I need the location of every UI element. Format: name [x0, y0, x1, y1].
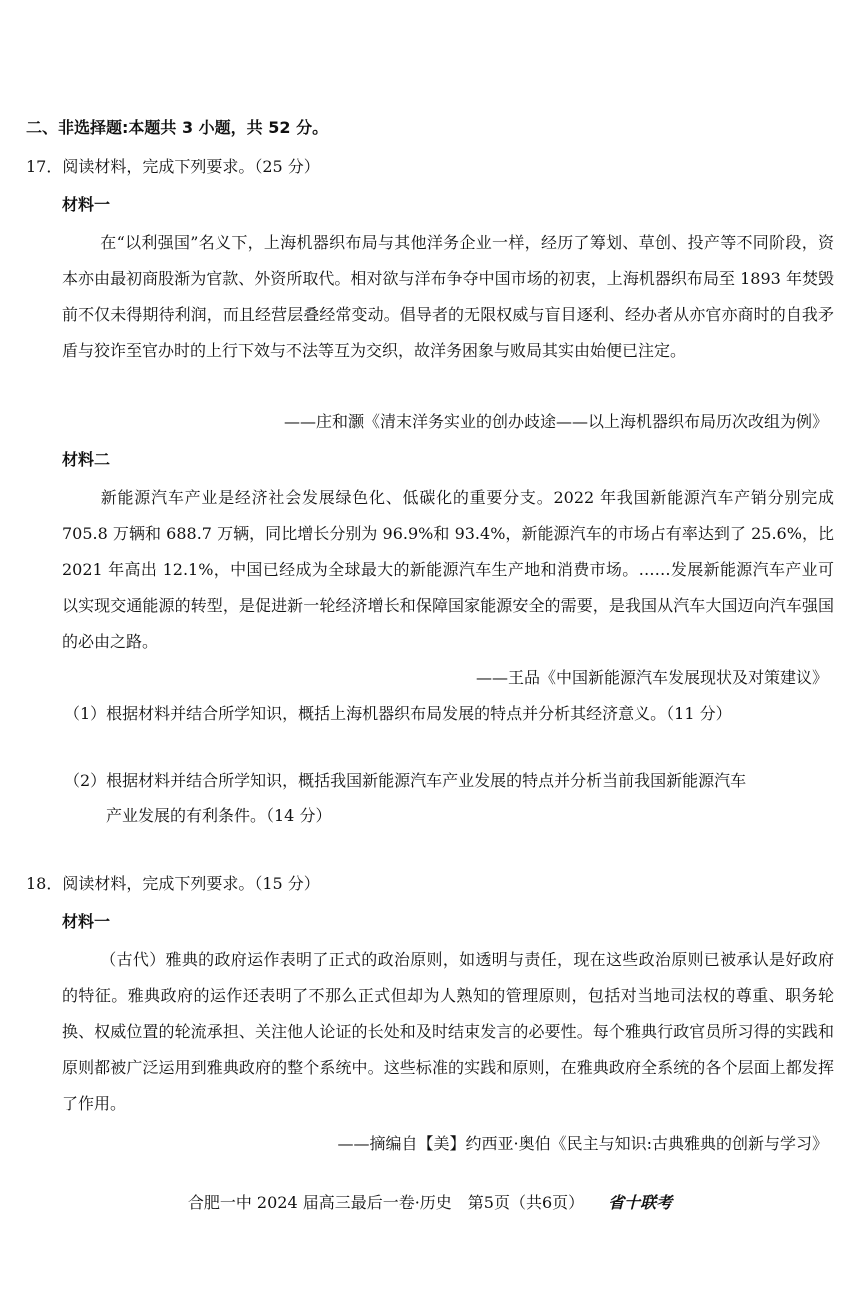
- q18-stem: 18．阅读材料，完成下列要求。（15 分）: [26, 874, 320, 893]
- footer-text: 合肥一中 2024 届高三最后一卷·历史 第5页（共6页）: [187, 1193, 585, 1212]
- q18-material1-body: （古代）雅典的政府运作表明了正式的政治原则，如透明与责任，现在这些政治原则已被承认是好政府的特征。雅典政府的运作还表明了不那么正式但却为人熟知的管理原则，包括对当地司法权的尊重、职务轮换、权威位置的轮流承担、关注他人论证的长处和及时结束发言的必要性。每个雅典行政官员所习得的实践和原则都被广泛运用到雅典政府的整个系统中。这些标准的实践和原则，在雅典政府全系统的各个层面上都发挥了作用。: [62, 950, 834, 1113]
- q17-material1-label: 材料一: [62, 195, 111, 214]
- q17-sub2-line1: （2）根据材料并结合所学知识，概括我国新能源汽车产业发展的特点并分析当前我国新能源汽车: [64, 771, 747, 790]
- q17-material2-text: [62, 480, 834, 660]
- q17-material2-label: 材料二: [62, 450, 111, 469]
- q17-stem: 17．阅读材料，完成下列要求。（25 分）: [26, 157, 320, 176]
- q18-material1-label: 材料一: [62, 912, 111, 931]
- q17-material2-body: 新能源汽车产业是经济社会发展绿色化、低碳化的重要分支。2022 年我国新能源汽车产销分别完成 705.8 万辆和 688.7 万辆，同比增长分别为 96.9%和 93.4%，新能源汽车的市场占有率达到了 25.6%，比 2021 年高出 12.1%，中国已经成为全球最大的新能源汽车生产地和消费市场。……发展新能源汽车产业可以实现交通能源的转型，是促进新一轮经济增长和保障国家能源安全的需要，是我国从汽车大国迈向汽车强国的必由之路。: [62, 488, 834, 651]
- q17-sub1: （1）根据材料并结合所学知识，概括上海机器织布局发展的特点并分析其经济意义。（11 分）: [64, 704, 732, 723]
- section-title: 二、非选择题:本题共 3 小题，共 52 分。: [26, 118, 329, 137]
- page-footer: [0, 1190, 860, 1213]
- q18-material1-source: ——摘编自【美】约西亚·奥伯《民主与知识:古典雅典的创新与学习》: [337, 1134, 828, 1153]
- q17-sub2-line2: 产业发展的有利条件。（14 分）: [106, 806, 332, 825]
- q18-material1-text: [62, 942, 834, 1122]
- q17-material1-body: 在“以利强国”名义下，上海机器织布局与其他洋务企业一样，经历了筹划、草创、投产等不同阶段，资本亦由最初商股渐为官款、外资所取代。相对欲与洋布争夺中国市场的初衷，上海机器织布局至 1893 年焚毁前不仅未得期待利润，而且经营层叠经常变动。倡导者的无限权威与盲目逐利、经办者从亦官亦商时的自我矛盾与狡诈至官办时的上行下效与不法等互为交织，故洋务困象与败局其实由始便已注定。: [62, 233, 834, 360]
- q17-material1-text: [62, 225, 834, 369]
- q17-material2-source: ——王品《中国新能源汽车发展现状及对策建议》: [475, 668, 828, 687]
- footer-stamp: 省十联考: [608, 1193, 673, 1212]
- q17-material1-source: ——庄和灏《清末洋务实业的创办歧途——以上海机器织布局历次改组为例》: [283, 412, 828, 431]
